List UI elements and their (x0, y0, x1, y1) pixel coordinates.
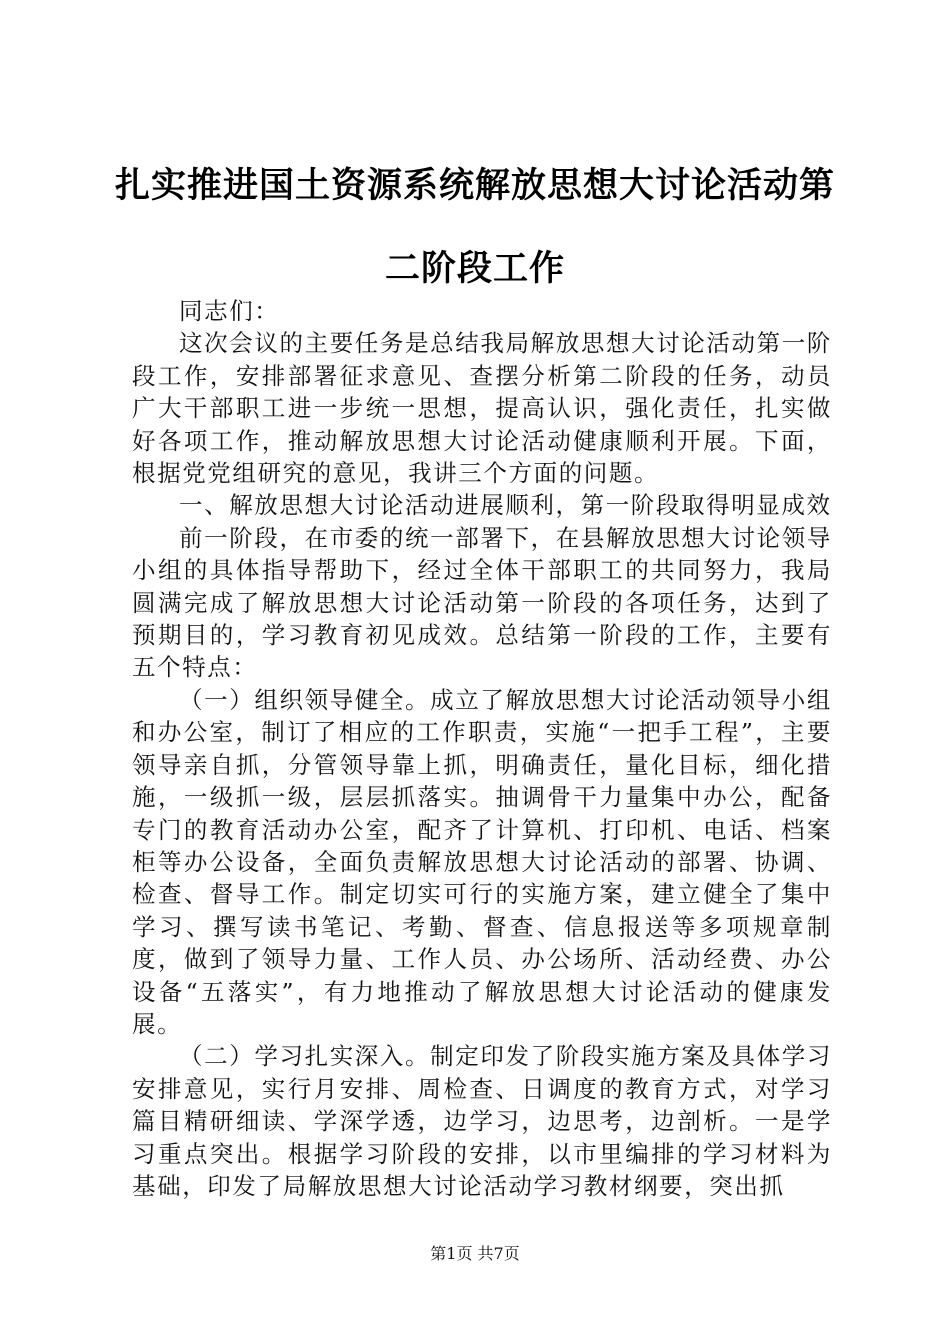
body-paragraph: （一）组织领导健全。成立了解放思想大讨论活动领导小组和办公室，制订了相应的工作职责，实施“一把手工程”，主要领导亲自抓，分管领导靠上抓，明确责任，量化目标，细化措施，一级抓一级，层层抓落实。抽调骨干力量集中办公，配备专门的教育活动办公室，配齐了计算机、打印机、电话、档案柜等办公设备，全面负责解放思想大讨论活动的部署、协调、检查、督导工作。制定切实可行的实施方案，建立健全了集中学习、撰写读书笔记、考勤、督查、信息报送等多项规章制度，做到了领导力量、工作人员、办公场所、活动经费、办公设备“五落实”，有力地推动了解放思想大讨论活动的健康发展。 (132, 685, 832, 1038)
document-title-line-2: 二阶段工作 (384, 249, 565, 289)
document-title-line-1: 扎实推进国土资源系统解放思想大讨论活动第 (114, 166, 835, 206)
page-footer: 第1页 共7页 (430, 1244, 520, 1263)
body-paragraph: 前一阶段，在市委的统一部署下，在县解放思想大讨论领导小组的具体指导帮助下，经过全体干部职工的共同努力，我局圆满完成了解放思想大讨论活动第一阶段的各项任务，达到了预期目的，学习教育初见成效。总结第一阶段的工作，主要有五个特点： (132, 523, 832, 682)
section-heading: 一、解放思想大讨论活动进展顺利，第一阶段取得明显成效 (179, 491, 832, 520)
body-paragraph: （二）学习扎实深入。制定印发了阶段实施方案及具体学习安排意见，实行月安排、周检查、日调度的教育方式，对学习篇目精研细读、学深学透，边学习，边思考，边剖析。一是学习重点突出。根据学习阶段的安排，以市里编排的学习材料为基础，印发了局解放思想大讨论活动学习教材纲要，突出抓 (132, 1042, 832, 1200)
body-paragraph: 这次会议的主要任务是总结我局解放思想大讨论活动第一阶段工作，安排部署征求意见、查摆分析第二阶段的任务，动员广大干部职工进一步统一思想，提高认识，强化责任，扎实做好各项工作，推动解放思想大讨论活动健康顺利开展。下面，根据党党组研究的意见，我讲三个方面的问题。 (132, 329, 832, 488)
salutation: 同志们： (179, 297, 280, 325)
document-body (132, 295, 832, 1202)
